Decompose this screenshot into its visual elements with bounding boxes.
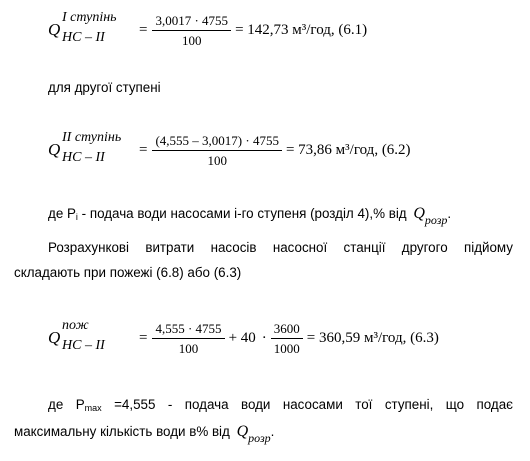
q-subscript: НС – ІІ	[62, 30, 105, 45]
period: .	[447, 206, 452, 221]
q-letter: Q	[236, 423, 249, 440]
paragraph-definition-pmax-line1	[48, 393, 513, 420]
q-superscript: пож	[62, 318, 89, 333]
period: .	[270, 424, 275, 439]
equals-sign: =	[139, 21, 148, 38]
equation-6-3	[48, 313, 439, 363]
q-subscript: НС – ІІ	[62, 338, 105, 353]
q-base: Q	[48, 328, 61, 347]
paragraph-definition-pi	[48, 202, 451, 232]
fraction	[152, 12, 231, 49]
q-base: Q	[48, 140, 61, 159]
q-symbol	[48, 318, 134, 358]
text-de-p: де P	[48, 397, 85, 412]
plus-term: + 40	[228, 329, 256, 346]
q-reference	[413, 205, 448, 227]
result-text: = 360,59 м³/год, (6.3)	[306, 329, 439, 346]
q-symbol	[48, 10, 134, 50]
multiply-sign: ·	[261, 329, 267, 346]
subscript-max: max	[84, 403, 102, 413]
paragraph-definition-pmax-line2	[14, 420, 274, 450]
denominator: 100	[178, 340, 199, 356]
numerator: 3,0017 · 4755	[152, 12, 231, 31]
paragraph-design-flows-line1: Розрахункові витрати насосів насосної станції другого підйому	[48, 240, 513, 255]
q-superscript: I ступінь	[62, 10, 117, 25]
text-definition: - подача води насосами і-го ступеня (розділ 4),% від	[77, 206, 411, 221]
denominator: 100	[182, 32, 202, 48]
text-definition: =4,555 - подача води насосами тої ступені, що подає	[101, 397, 513, 412]
q-letter: Q	[413, 205, 425, 222]
q-subscript: розр	[424, 213, 448, 227]
denominator: 100	[207, 152, 227, 168]
q-superscript: II ступінь	[62, 130, 122, 145]
fraction	[152, 132, 282, 169]
paragraph-second-stage: для другої ступені	[48, 80, 161, 95]
equals-sign: =	[139, 141, 148, 158]
numerator: (4,555 – 3,0017) · 4755	[152, 132, 282, 151]
text-definition-2: максимальну кількість води в% від	[14, 424, 234, 439]
denominator: 1000	[273, 340, 300, 356]
result-text: = 142,73 м³/год, (6.1)	[235, 21, 368, 38]
fraction-2	[271, 320, 303, 357]
q-reference	[236, 423, 271, 445]
fraction-1	[152, 320, 224, 357]
q-subscript: розр	[248, 431, 271, 445]
numerator: 4,555 · 4755	[152, 320, 224, 339]
text-de-p: де P	[48, 206, 76, 221]
paragraph-design-flows-line2: складають при пожежі (6.8) або (6.3)	[14, 265, 242, 280]
q-base: Q	[48, 20, 61, 39]
q-symbol	[48, 130, 134, 170]
equals-sign: =	[139, 329, 148, 346]
result-text: = 73,86 м³/год, (6.2)	[285, 141, 411, 158]
numerator: 3600	[271, 320, 303, 339]
equation-6-2	[48, 125, 411, 175]
equation-6-1	[48, 5, 367, 55]
subscript-i: i	[75, 212, 78, 222]
q-subscript: НС – ІІ	[62, 150, 105, 165]
